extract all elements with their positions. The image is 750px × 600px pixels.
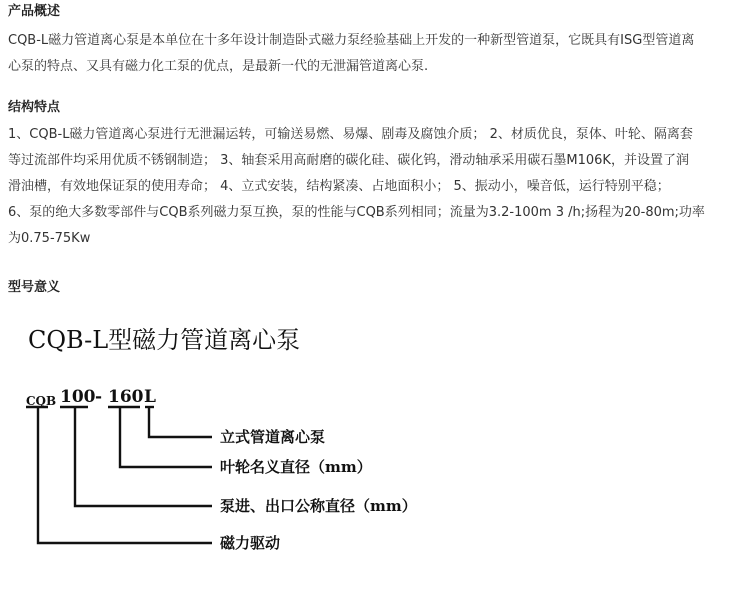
overview-paragraph <box>8 28 746 80</box>
code-part-100: 100 <box>60 387 96 407</box>
structure-line: 为0.75-75Kw <box>8 231 91 246</box>
code-part-cqb: CQB <box>26 394 57 408</box>
label-magnetic-drive: 磁力驱动 <box>220 534 281 552</box>
overview-line: CQB-L磁力管道离心泵是本单位在十多年设计制造卧式磁力泵经验基础上开发的一种新型管道泵，它既具有ISG型管道离 <box>8 33 695 48</box>
leader-line-vertical-pipe <box>149 407 212 437</box>
leader-line-magnetic-drive <box>38 407 212 543</box>
structure-line: 6、泵的绝大多数零部件与CQB系列磁力泵互换，泵的性能与CQB系列相同；流量为3.2-100m 3 /h;扬程为20-80m;功率 <box>8 205 705 220</box>
leader-line-nominal-diameter <box>75 407 212 506</box>
structure-line: 等过流部件均采用优质不锈钢制造； 3、轴套采用高耐磨的碳化硅、碳化钨，滑动轴承采用碳石墨M106K，并设置了润 <box>8 153 689 168</box>
structure-line: 1、CQB-L磁力管道离心泵进行无泄漏运转，可输送易燃、易爆、剧毒及腐蚀介质； 2、材质优良，泵体、叶轮、隔离套 <box>8 127 693 142</box>
label-vertical-pipe-pump: 立式管道离心泵 <box>220 428 326 446</box>
code-part-160: 160 <box>108 387 144 407</box>
structure-line: 滑油槽，有效地保证泵的使用寿命； 4、立式安装，结构紧凑、占地面积小； 5、振动小，噪音低，运行特别平稳； <box>8 179 670 194</box>
label-nominal-diameter: 泵进、出口公称直径（mm） <box>220 497 417 515</box>
overview-heading: 产品概述 <box>8 4 61 19</box>
model-heading: 型号意义 <box>8 280 61 295</box>
structure-heading: 结构特点 <box>8 100 61 115</box>
code-part-dash: - <box>95 387 103 407</box>
diagram-title: CQB-L型磁力管道离心泵 <box>28 326 301 354</box>
overview-line: 心泵的特点、又具有磁力化工泵的优点，是最新一代的无泄漏管道离心泵. <box>8 59 429 74</box>
label-impeller-diameter: 叶轮名义直径（mm） <box>220 458 372 476</box>
structure-paragraph <box>8 122 746 252</box>
code-part-l: L <box>144 387 156 407</box>
model-code-diagram <box>0 300 750 600</box>
